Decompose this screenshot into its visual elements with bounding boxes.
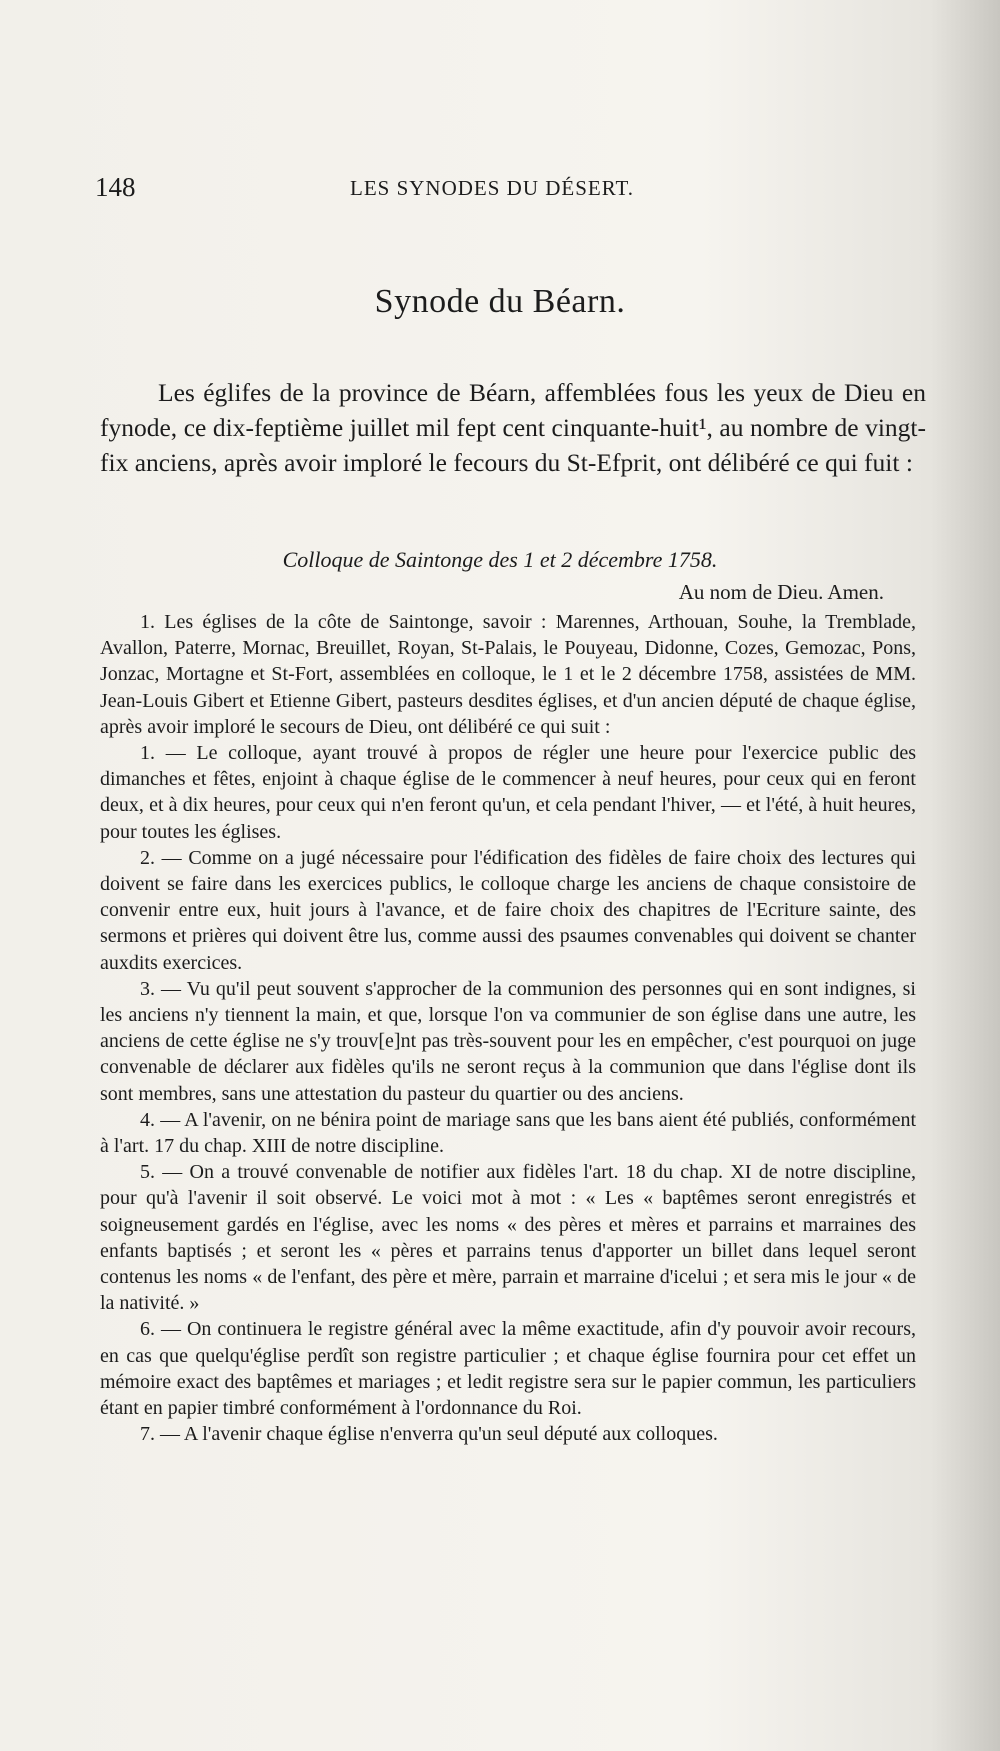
page-number: 148 <box>95 172 136 202</box>
article-2: 2. — Comme on a jugé nécessaire pour l'édification des fidèles de faire choix des lectures qui doivent se faire dans les exercices publics, le colloque charge les anciens de chaque consistoire de convenir entre eux, huit jours à l'avance, et de faire choix des chapitres de l'Ecriture sainte, des sermons et prières qui doivent être lus, comme aussi des psaumes convenables qui doivent se chanter auxdits exercices. <box>100 846 916 974</box>
paragraph-1: 1. Les églises de la côte de Saintonge, savoir : Marennes, Arthouan, Souhe, la Tremblade, Avallon, Paterre, Mornac, Breuillet, Royan, St-Palais, le Pouyeau, Didonne, Cozes, Gemozac, Pons, Jonzac, Mortagne et St-Fort, assemblées en colloque, le 1 et le 2 décembre 1758, assistées de MM. Jean-Louis Gibert et Etienne Gibert, pasteurs desdites églises, et d'un ancien député de chaque église, après avoir imploré le secours de Dieu, ont délibéré ce qui suit : <box>100 611 916 738</box>
article-5: 5. — On a trouvé convenable de notifier aux fidèles l'art. 18 du chap. XI de notre discipline, pour qu'à l'avenir il soit observé. Le voici mot à mot : « Les « baptêmes seront enregistrés et soigneusement gardés en l'église, avec les noms « des pères et mères et parrains et marraines des enfants baptisés ; et seront les « pères et parrains tenus d'apporter un billet dans lequel seront contenus les noms « de l'enfant, des père et mère, parrain et marraine d'icelui ; et sera mis le jour « de la nativité. » <box>100 1161 916 1315</box>
article-6: 6. — On continuera le registre général avec la même exactitude, afin d'y pouvoir avoir recours, en cas que quelqu'église perdît son registre particulier ; et chaque église fournira pour cet effet un mémoire exact des baptêmes et mariages ; et ledit registre sera sur le papier commun, les particuliers étant en papier timbré conformément à l'ordonnance du Roi. <box>100 1318 916 1420</box>
article-7: 7. — A l'avenir chaque église n'enverra qu'un seul député aux colloques. <box>140 1423 718 1446</box>
article-3: 3. — Vu qu'il peut souvent s'approcher de la communion des personnes qui en sont indignes, si les anciens n'y tiennent la main, et que, lorsque l'on va communier de son église dans une autre, les anciens de cette église ne s'y trouv[e]nt pas très-souvent pour les en empêcher, c'est pourquoi on juge convenable de déclarer aux fidèles qu'ils ne seront reçus à la communion que dans l'église dont ils sont membres, sans une attestation du pasteur du quartier ou des anciens. <box>100 977 916 1105</box>
article-4: 4. — A l'avenir, on ne bénira point de mariage sans que les bans aient été publiés, conformément à l'art. 17 du chap. XIII de notre discipline. <box>100 1108 916 1158</box>
article-1: 1. — Le colloque, ayant trouvé à propos de régler une heure pour l'exercice public des dimanches et fêtes, enjoint à chaque église de le commencer à neuf heures, pour ceux qui en feront deux, et à dix heures, pour ceux qui n'en feront qu'un, et cela pendant l'hiver, — et l'été, à huit heures, pour toutes les églises. <box>100 742 916 843</box>
section-title: Synode du Béarn. <box>374 283 626 320</box>
running-head: LES SYNODES DU DÉSERT. <box>350 176 635 200</box>
colloque-heading: Colloque de Saintonge des 1 et 2 décembre 1758. <box>282 547 718 572</box>
invocation: Au nom de Dieu. Amen. <box>678 580 884 604</box>
intro-paragraph: Les églifes de la province de Béarn, affemblées fous les yeux de Dieu en fynode, ce dix-feptième juillet mil fept cent cinquante-huit¹, au nombre de vingt-fix anciens, après avoir imploré le fecours du St-Efprit, ont délibéré ce qui fuit : <box>100 378 926 477</box>
body-text <box>100 609 916 1448</box>
page-header <box>95 172 695 208</box>
